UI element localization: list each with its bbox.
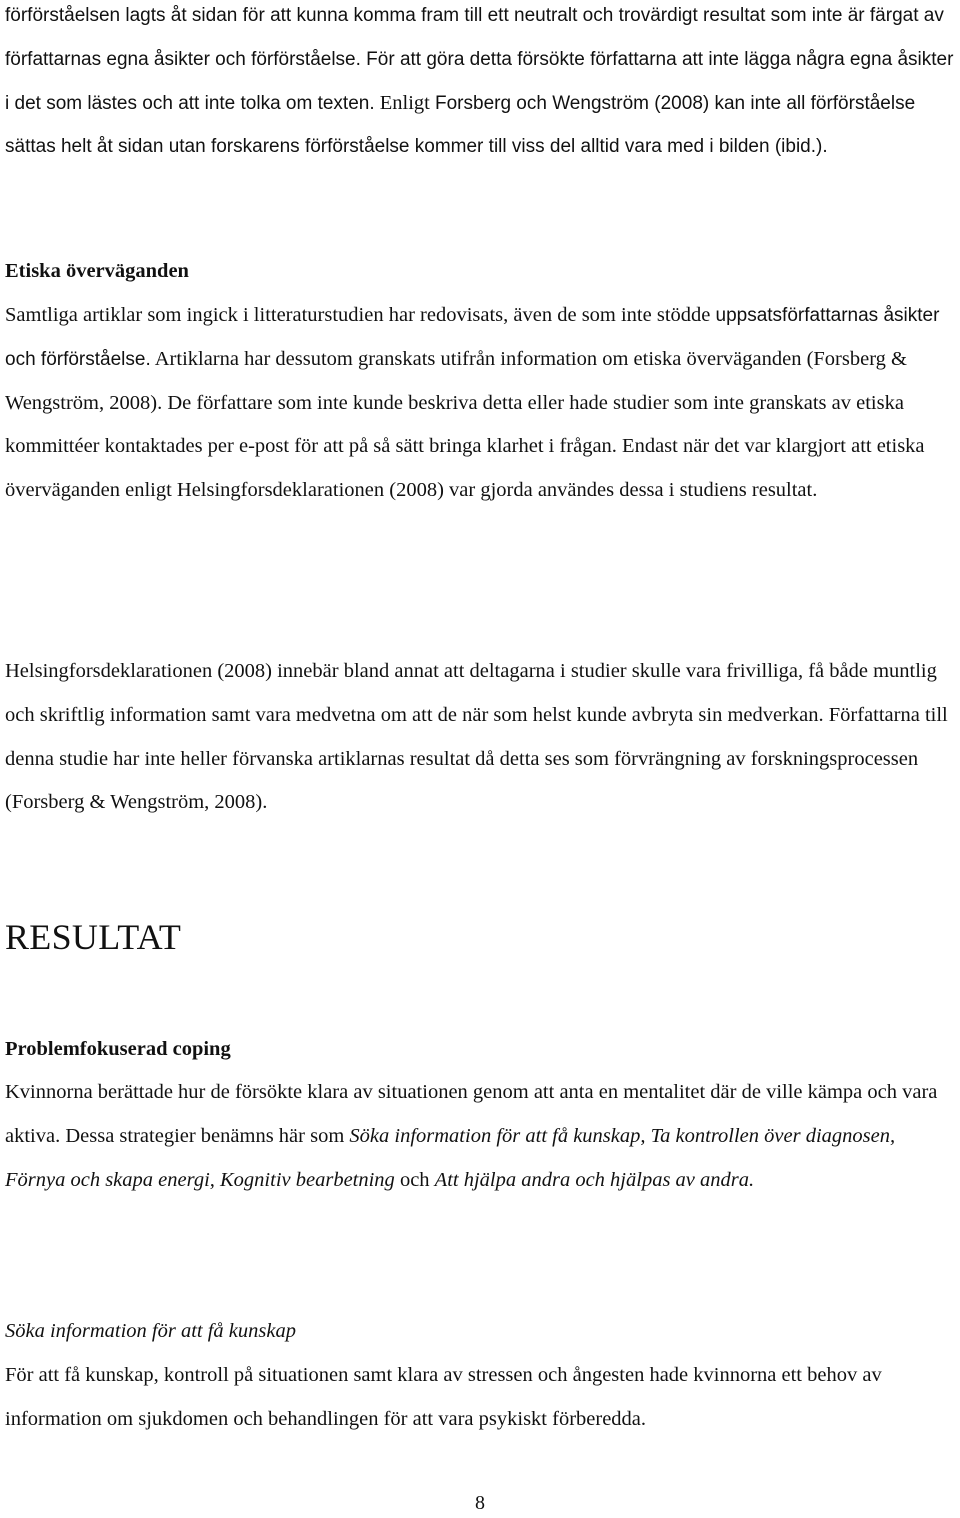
etiska-text-part2: Artiklarna har dessutom granskats utifrån information om etiska överväganden (Forsberg & Wengström, 2008). De författare som inte kunde beskriva detta eller hade studier som inte granskats av etiska kommittéer kontaktades per e-post för att på så sätt bringa klarhet i frågan. Endast när det var klargjort att etiska överväganden enligt Helsingforsdeklarationen (2008) var gjorda användes dessa i studiens resultat. (5, 347, 925, 502)
problem-paragraph (5, 1071, 957, 1202)
problem-italic-last-strategy: Att hjälpa andra och hjälpas av andra. (434, 1168, 755, 1191)
etiska-paragraph (5, 294, 957, 513)
intro-paragraph (5, 0, 957, 169)
problem-text-part1: Kvinnorna berättade hur de försökte klara av situationen genom att anta en mentalitet där de ville kämpa och vara aktiva. Dessa strategier benämns här som (5, 1081, 938, 1147)
page-number: 8 (475, 1492, 485, 1514)
etiska-text-part1: Samtliga artiklar som ingick i litteraturstudien har redovisats, även de som inte stödde (5, 304, 716, 326)
section-heading-etiska: Etiska överväganden (5, 260, 189, 282)
helsingfors-paragraph: Helsingforsdeklarationen (2008) innebär bland annat att deltagarna i studier skulle vara frivilliga, få både muntlig och skriftlig information samt vara medvetna om att de när som helst kunde avbryta sin medverkan. Författarna till denna studie har inte heller förvanska artiklarnas resultat då detta ses som förvrängning av forskningsprocessen (Forsberg & Wengström, 2008). (5, 660, 948, 814)
chapter-heading-resultat: RESULTAT (5, 917, 182, 957)
etiska-text-sans: uppsatsförfattarnas åsikter och förförståelse. (5, 305, 940, 370)
soka-paragraph: För att få kunskap, kontroll på situationen samt klara av stressen och ångesten hade kvinnorna ett behov av information om sjukdomen och behandlingen för att vara psykiskt förberedda. (5, 1364, 882, 1430)
problem-text-part2: och (394, 1168, 435, 1191)
intro-text-serif: Enligt (374, 91, 435, 114)
intro-text-part2: Forsberg och Wengström (2008) kan inte all förförståelse sättas helt åt sidan utan forskarens förförståelse kommer till viss del alltid vara med i bilden (ibid.). (5, 92, 916, 158)
subsection-heading-soka: Söka information för att få kunskap (5, 1320, 296, 1342)
section-heading-problemfokuserad: Problemfokuserad coping (5, 1038, 231, 1060)
problem-italic-strategies: Söka information för att få kunskap, Ta kontrollen över diagnosen, Förnya och skapa energi, Kognitiv bearbetning (5, 1124, 896, 1191)
intro-text-part1: förförståelsen lagts åt sidan för att kunna komma fram till ett neutralt och trovärdigt resultat som inte är färgat av författarnas egna åsikter och förförståelse. För att göra detta försökte författarna att inte lägga några egna åsikter i det som lästes och att inte tolka om texten. (5, 5, 954, 114)
